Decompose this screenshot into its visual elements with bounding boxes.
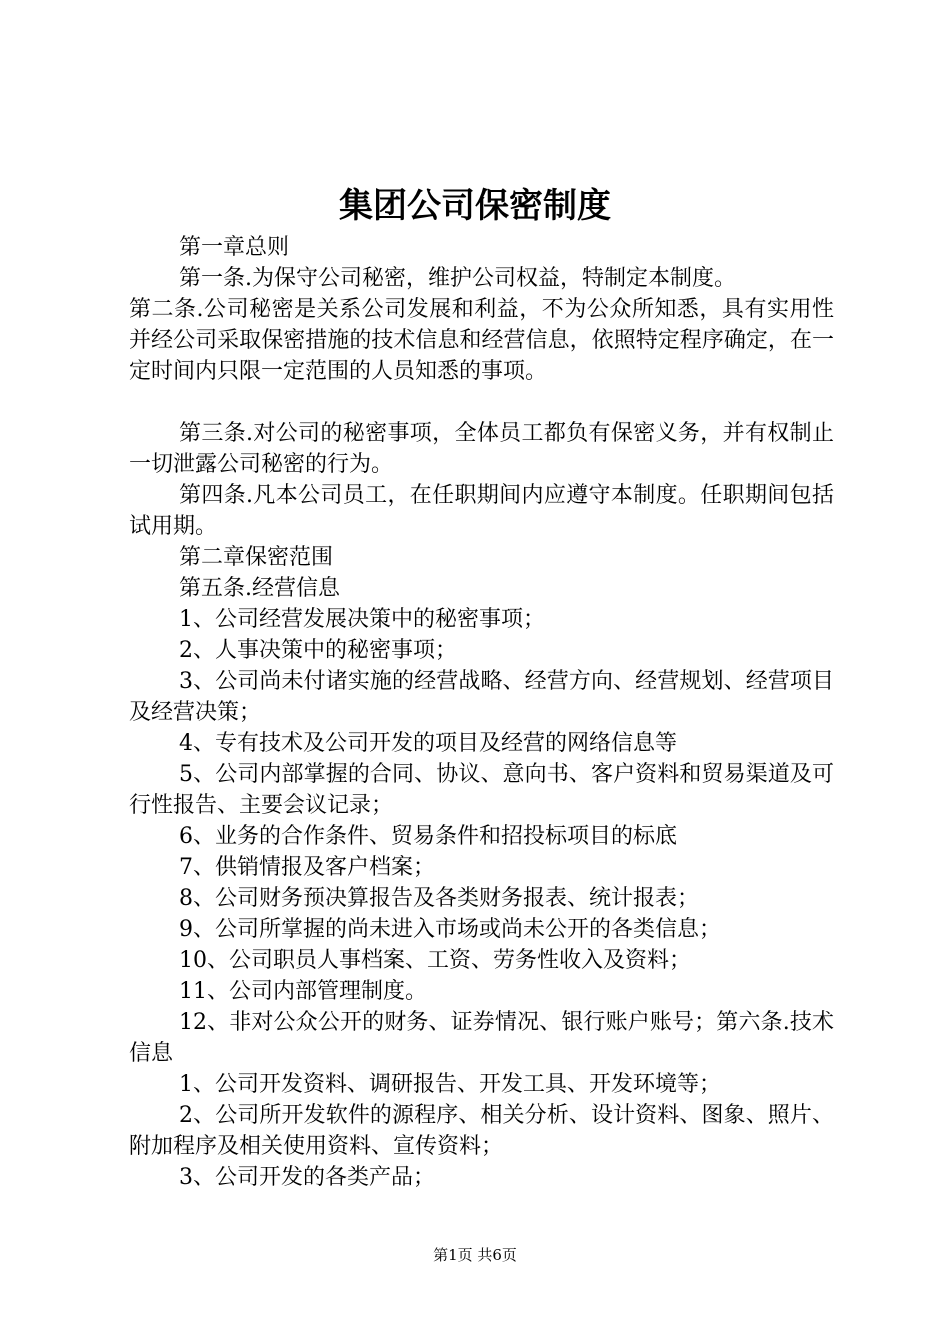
list-item: 7、供销情报及客户档案； xyxy=(179,855,435,880)
list-item: 5、公司内部掌握的合同、协议、意向书、客户资料和贸易渠道及可行性报告、主要会议记录； xyxy=(129,762,834,818)
article-heading: 第五条.经营信息 xyxy=(179,576,340,601)
list-item: 1、公司开发资料、调研报告、开发工具、开发环境等； xyxy=(179,1072,721,1097)
document-body xyxy=(129,232,834,1193)
list-item: 9、公司所掌握的尚未进入市场或尚未公开的各类信息； xyxy=(179,917,721,942)
list-item: 2、人事决策中的秘密事项； xyxy=(179,638,457,663)
list-item: 10、公司职员人事档案、工资、劳务性收入及资料； xyxy=(179,948,691,973)
chapter-heading: 第二章保密范围 xyxy=(179,545,334,570)
document-title: 集团公司保密制度 xyxy=(339,186,611,226)
list-item: 4、专有技术及公司开发的项目及经营的网络信息等 xyxy=(179,731,677,756)
article-paragraph: 第二条.公司秘密是关系公司发展和利益，不为公众所知悉，具有实用性并经公司采取保密措施的技术信息和经营信息，依照特定程序确定，在一定时间内只限一定范围的人员知悉的事项。 xyxy=(129,297,834,384)
chapter-heading: 第一章总则 xyxy=(179,235,290,260)
list-item: 3、公司尚未付诸实施的经营战略、经营方向、经营规划、经营项目及经营决策； xyxy=(129,669,834,725)
article-paragraph: 第一条.为保守公司秘密，维护公司权益，特制定本制度。 xyxy=(179,266,736,291)
article-paragraph: 第四条.凡本公司员工，在任职期间内应遵守本制度。任职期间包括试用期。 xyxy=(129,483,834,539)
list-item: 1、公司经营发展决策中的秘密事项； xyxy=(179,607,545,632)
list-item: 6、业务的合作条件、贸易条件和招投标项目的标底 xyxy=(179,824,677,849)
list-item: 3、公司开发的各类产品； xyxy=(179,1165,435,1190)
list-item: 8、公司财务预决算报告及各类财务报表、统计报表； xyxy=(179,886,699,911)
list-item: 2、公司所开发软件的源程序、相关分析、设计资料、图象、照片、附加程序及相关使用资料、宣传资料； xyxy=(129,1103,834,1159)
list-item: 11、公司内部管理制度。 xyxy=(179,979,427,1004)
list-item: 12、非对公众公开的财务、证券情况、银行账户账号；第六条.技术信息 xyxy=(129,1010,834,1066)
page-footer: 第1页 共6页 xyxy=(433,1246,517,1264)
article-paragraph: 第三条.对公司的秘密事项，全体员工都负有保密义务，并有权制止一切泄露公司秘密的行为。 xyxy=(129,421,834,477)
